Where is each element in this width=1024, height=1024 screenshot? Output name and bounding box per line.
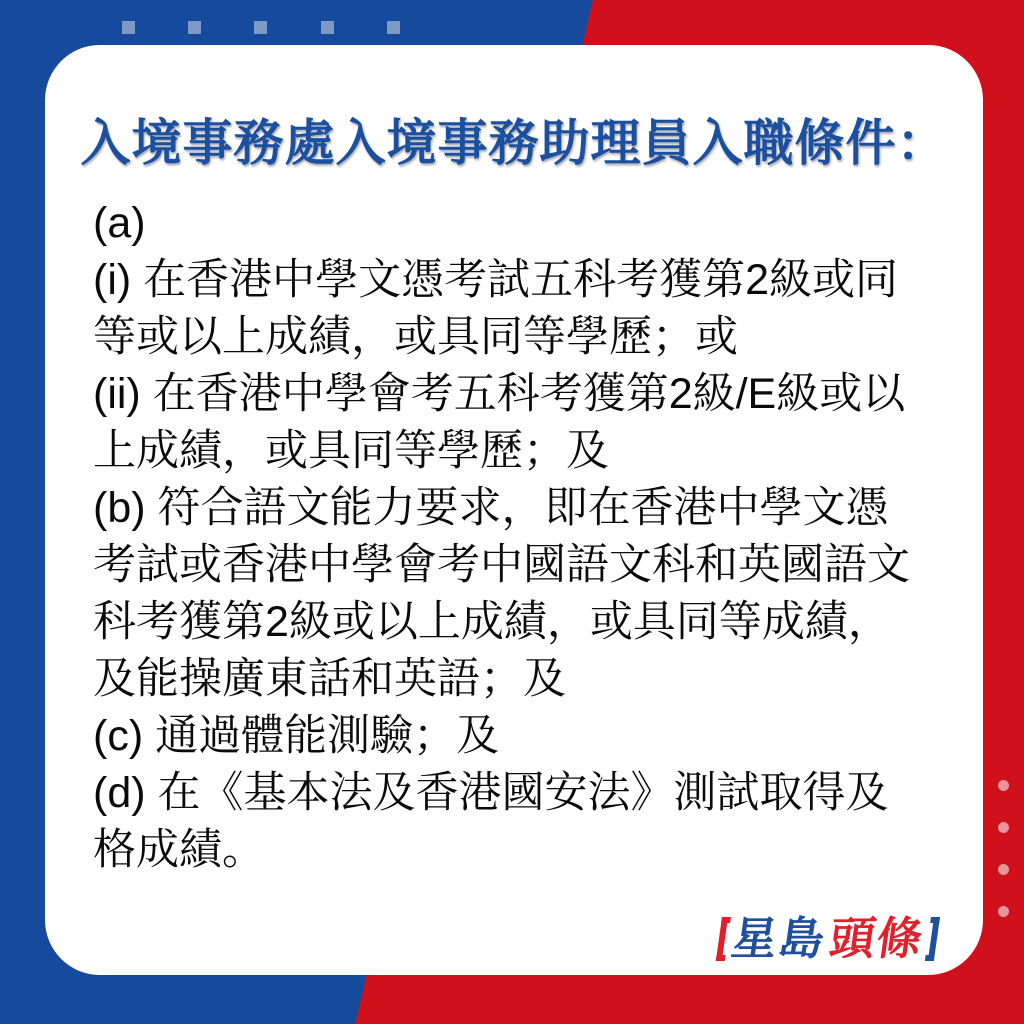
deco-square [188,21,201,34]
body-line: 科考獲第2級或以上成績，或具同等成績， [93,598,891,646]
singtao-logo [716,913,940,964]
body-line: 上成績，或具同等學歷；及 [93,427,609,475]
body-line: (c) 通過體能測驗；及 [93,712,500,760]
deco-square [122,21,135,34]
body-line: (i) 在香港中學文憑考試五科考獲第2級或同 [93,256,899,304]
deco-square [387,21,400,34]
logo-text-headline: 頭條 [826,913,928,964]
body-line: 考試或香港中學會考中國語文科和英國語文 [93,541,910,589]
body-line: (b) 符合語文能力要求，即在香港中學文憑 [93,484,889,532]
deco-square [254,21,267,34]
logo-text-singtao: 星島 [728,913,830,964]
body-line: (ii) 在香港中學會考五科考獲第2級/E級或以 [93,370,906,418]
page-title: 入境事務處入境事務助理員入職條件： [80,115,948,171]
content-card [45,45,983,975]
body-line: (a) [93,199,146,247]
body-line: 格成績。 [93,826,265,874]
deco-dot [998,822,1009,833]
deco-dot [998,864,1009,875]
body-line: 等或以上成績，或具同等學歷；或 [93,313,738,361]
deco-dot [998,780,1009,791]
logo-bracket-right-icon [925,917,940,961]
deco-square [321,21,334,34]
body-line: 及能操廣東話和英語；及 [93,655,566,703]
requirements-text [93,195,910,879]
body-line: (d) 在《基本法及香港國安法》測試取得及 [93,769,889,817]
deco-dot [998,906,1009,917]
